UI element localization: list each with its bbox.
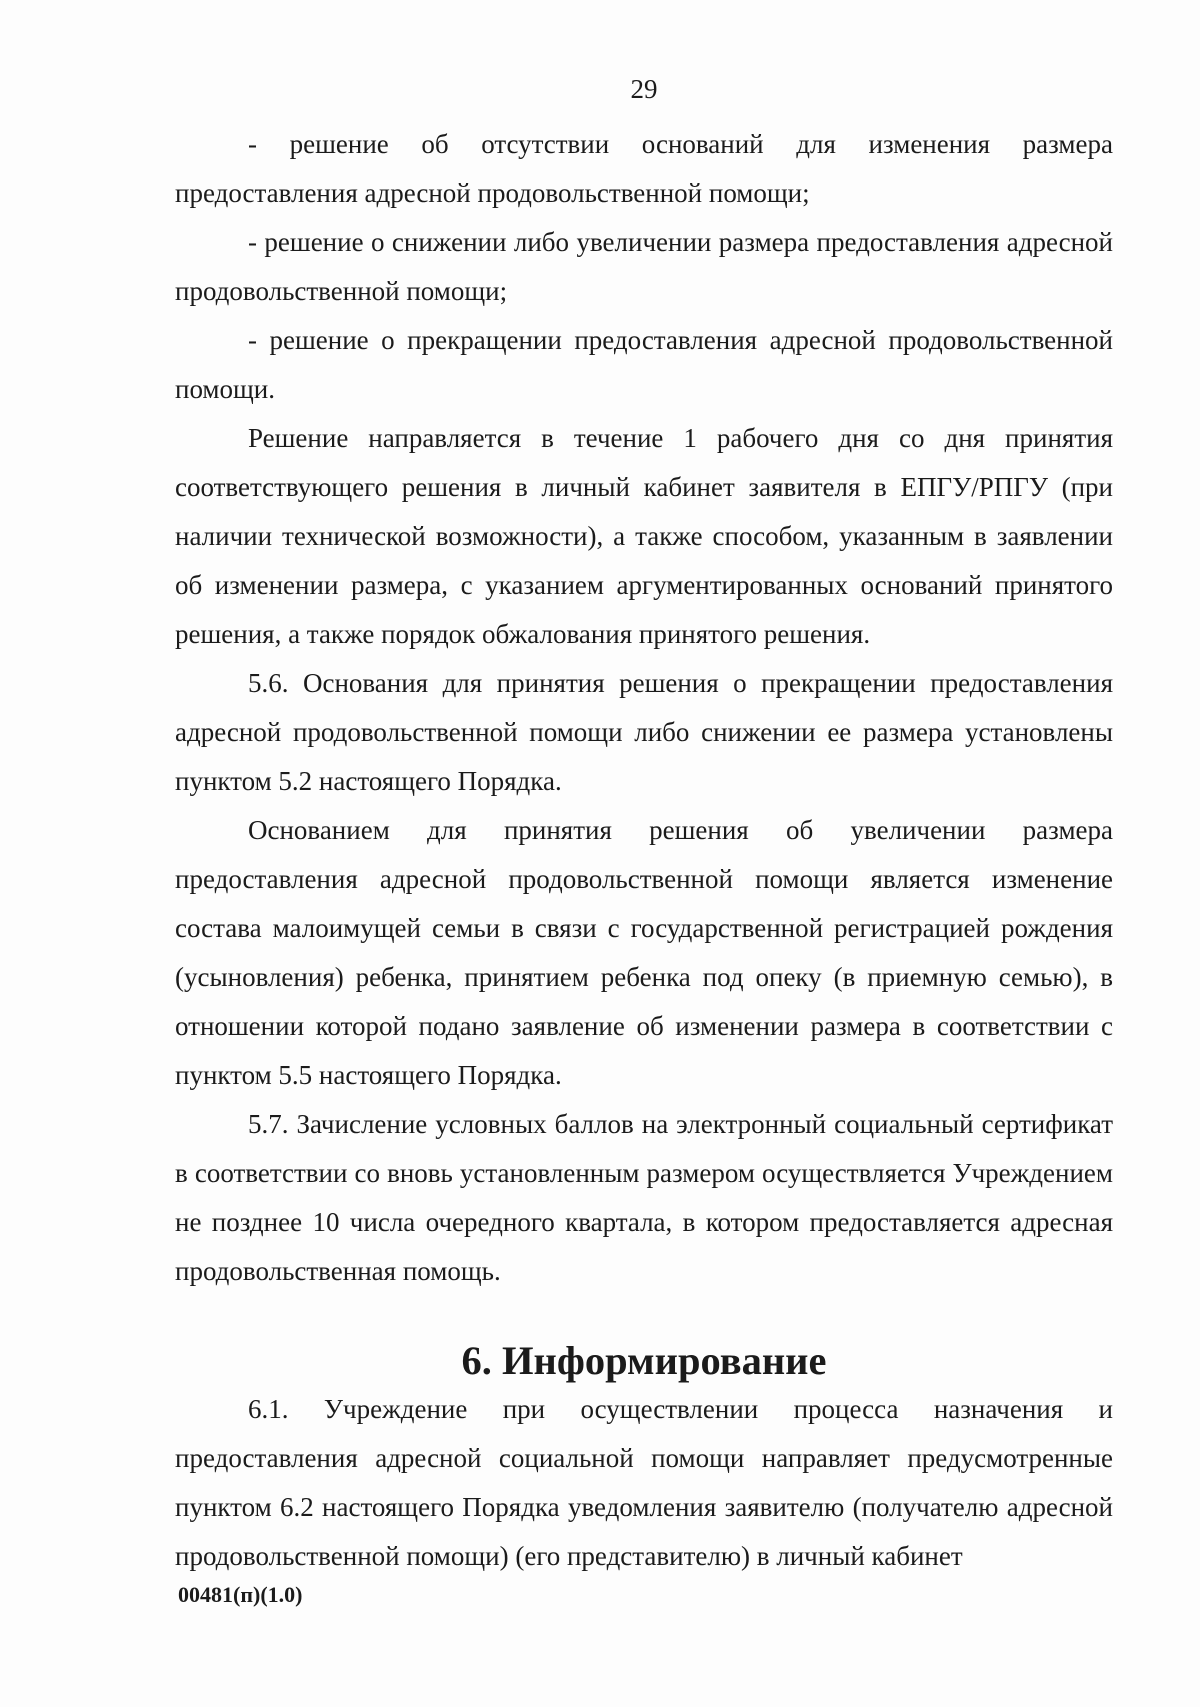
paragraph-5-6: 5.6. Основания для принятия решения о прекращении предоставления адресной продовольственной помощи либо снижении ее размера установлены пунктом 5.2 настоящего Порядка. <box>175 668 1113 796</box>
paragraph-5-7: 5.7. Зачисление условных баллов на электронный социальный сертификат в соответствии со вновь установленным размером осуществляется Учреждением не позднее 10 числа очередного квартала, в котором предоставляется адресная продовольственная помощь. <box>175 1109 1113 1286</box>
paragraph-decision-no-grounds: - решение об отсутствии оснований для изменения размера предоставления адресной продовольственной помощи; <box>175 129 1113 208</box>
section-heading-informing: 6. Информирование <box>461 1338 827 1383</box>
paragraph-decision-sending: Решение направляется в течение 1 рабочего дня со дня принятия соответствующего решения в личный кабинет заявителя в ЕПГУ/РПГУ (при наличии технической возможности), а также способом, указанным в заявлении об изменении размера, с указанием аргументированных оснований принятого решения, а также порядок обжалования принятого решения. <box>175 423 1113 649</box>
page-number: 29 <box>630 74 658 104</box>
paragraph-decision-termination: - решение о прекращении предоставления адресной продовольственной помощи. <box>175 325 1113 404</box>
document-code: 00481(п)(1.0) <box>178 1582 303 1607</box>
paragraph-increase-grounds: Основанием для принятия решения об увеличении размера предоставления адресной продовольственной помощи является изменение состава малоимущей семьи в связи с государственной регистрацией рождения (усыновления) ребенка, принятием ребенка под опеку (в приемную семью), в отношении которой подано заявление об изменении размера в соответствии с пунктом 5.5 настоящего Порядка. <box>175 815 1113 1090</box>
paragraph-decision-change-size: - решение о снижении либо увеличении размера предоставления адресной продовольственной помощи; <box>175 227 1113 306</box>
paragraph-6-1: 6.1. Учреждение при осуществлении процесса назначения и предоставления адресной социальной помощи направляет предусмотренные пунктом 6.2 настоящего Порядка уведомления заявителю (получателю адресной продовольственной помощи) (его представителю) в личный кабинет <box>175 1394 1113 1571</box>
page-content <box>175 65 1113 1581</box>
